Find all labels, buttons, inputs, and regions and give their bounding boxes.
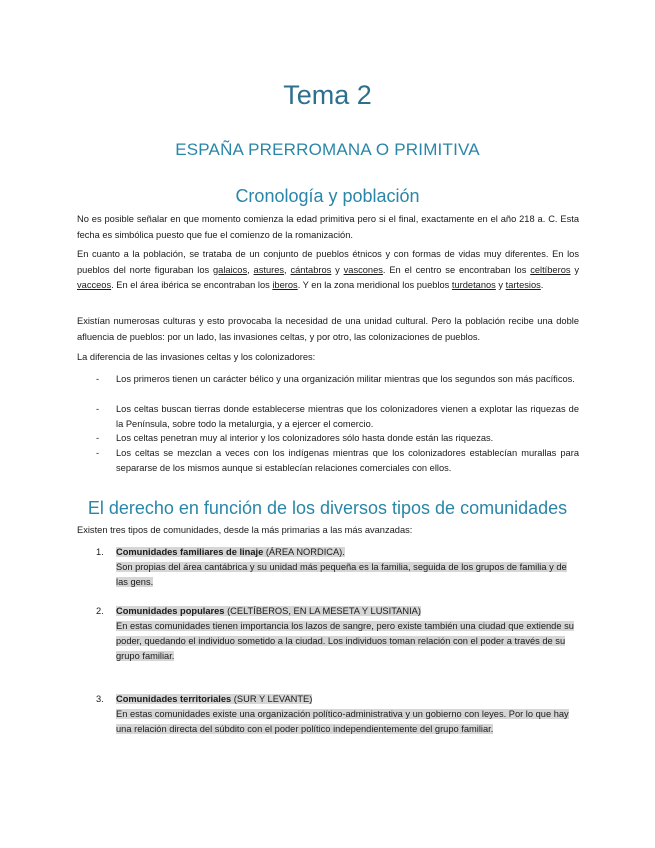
paragraph-poblacion: En cuanto a la población, se trataba de un conjunto de pueblos étnicos y con formas de vidas muy diferentes. En los pueblos del norte figuraban los galaicos, astures, cántabros y vascones. En el centro se encontraban los celtíberos y vacceos. En el área ibérica se encontraban los iberos. Y en la zona meridional los pueblos turdetanos y tartesios.	[77, 249, 579, 290]
paragraph-diferencia: La diferencia de las invasiones celtas y los colonizadores:	[77, 352, 316, 362]
list-item: - Los celtas se mezclan a veces con los indígenas mientras que los colonizadores establecían murallas para separarse de los mismos aunque si establecían relaciones comerciales con ellos.	[96, 448, 579, 473]
term-turdetanos: turdetanos	[451, 280, 496, 290]
paragraph-tipos: Existen tres tipos de comunidades, desde la más primarias a las más avanzadas:	[77, 525, 413, 535]
community-title: Comunidades familiares de linaje	[116, 547, 264, 557]
paragraph-culturas: Existían numerosas culturas y esto provocaba la necesidad de una unidad cultural. Pero la población recibe una doble afluencia de pueblos: por un lado, las invasiones celtas, y por otro, las colonizaciones de pueblos.	[77, 316, 579, 342]
community-title: Comunidades populares	[116, 606, 225, 616]
term-galaicos: galaicos	[213, 264, 248, 275]
term-vacceos: vacceos	[77, 280, 112, 290]
list-number: 3.	[96, 694, 104, 704]
term-cantabros: cántabros	[290, 264, 332, 275]
list-number: 2.	[96, 606, 104, 616]
community-description: En estas comunidades tienen importancia los lazos de sangre, pero existe también una ciudad que extiende su poder, quedando el individuo sometido a la ciudad. Los individuos toman relación con el poder a través de su grupo familiar.	[116, 621, 574, 661]
community-title: Comunidades territoriales	[116, 694, 232, 704]
list-item: - Los primeros tienen un carácter bélico y una organización militar mientras que los segundos son más pacíficos.	[96, 374, 575, 384]
page-title: Tema 2	[283, 80, 372, 110]
community-description: En estas comunidades existe una organización político-administrativa y un gobierno con leyes. Por lo que hay una relación directa del súbdito con el poder político independientemente del grupo familiar.	[116, 709, 569, 734]
page-subtitle: ESPAÑA PRERROMANA O PRIMITIVA	[175, 140, 480, 159]
list-item: - Los celtas buscan tierras donde establecerse mientras que los colonizadores vienen a explotar las riquezas de la Península, sobre todo la metalurgia, y a ejercer el comercio.	[96, 404, 579, 429]
paragraph-fecha: No es posible señalar en que momento comienza la edad primitiva pero si el final, exactamente en el año 218 a. C. Esta fecha es simbólica puesto que fue el comienzo de la romanización.	[77, 214, 579, 240]
section-heading-cronologia: Cronología y población	[235, 186, 420, 206]
term-tartesios: tartesios	[505, 280, 541, 290]
term-celtiberos: celtíberos	[530, 264, 571, 275]
community-item-populares: Comunidades populares (CELTÍBEROS, EN LA MESETA Y LUSITANIA) En estas comunidades tienen importancia los lazos de sangre, pero existe también una ciudad que extiende su poder, quedando el individuo sometido a la ciudad. Los individuos toman relación con el poder a través de su grupo familiar.	[116, 606, 574, 661]
term-astures: astures	[253, 264, 285, 275]
community-item-familiares: Comunidades familiares de linaje (ÁREA NORDICA). Son propias del área cantábrica y su unidad más pequeña es la familia, seguida de los grupos de familia y de las gens.	[116, 547, 567, 587]
section-heading-derecho: El derecho en función de los diversos tipos de comunidades	[87, 498, 568, 518]
list-number: 1.	[96, 547, 104, 557]
term-iberos: iberos	[272, 280, 298, 290]
list-item: - Los celtas penetran muy al interior y los colonizadores sólo hasta donde están las riquezas.	[96, 433, 494, 443]
term-vascones: vascones	[343, 264, 383, 275]
community-description: Son propias del área cantábrica y su unidad más pequeña es la familia, seguida de los grupos de familia y de las gens.	[116, 562, 567, 587]
community-item-territoriales: Comunidades territoriales (SUR Y LEVANTE) En estas comunidades existe una organización político-administrativa y un gobierno con leyes. Por lo que hay una relación directa del súbdito con el poder político independientemente del grupo familiar.	[116, 694, 569, 734]
